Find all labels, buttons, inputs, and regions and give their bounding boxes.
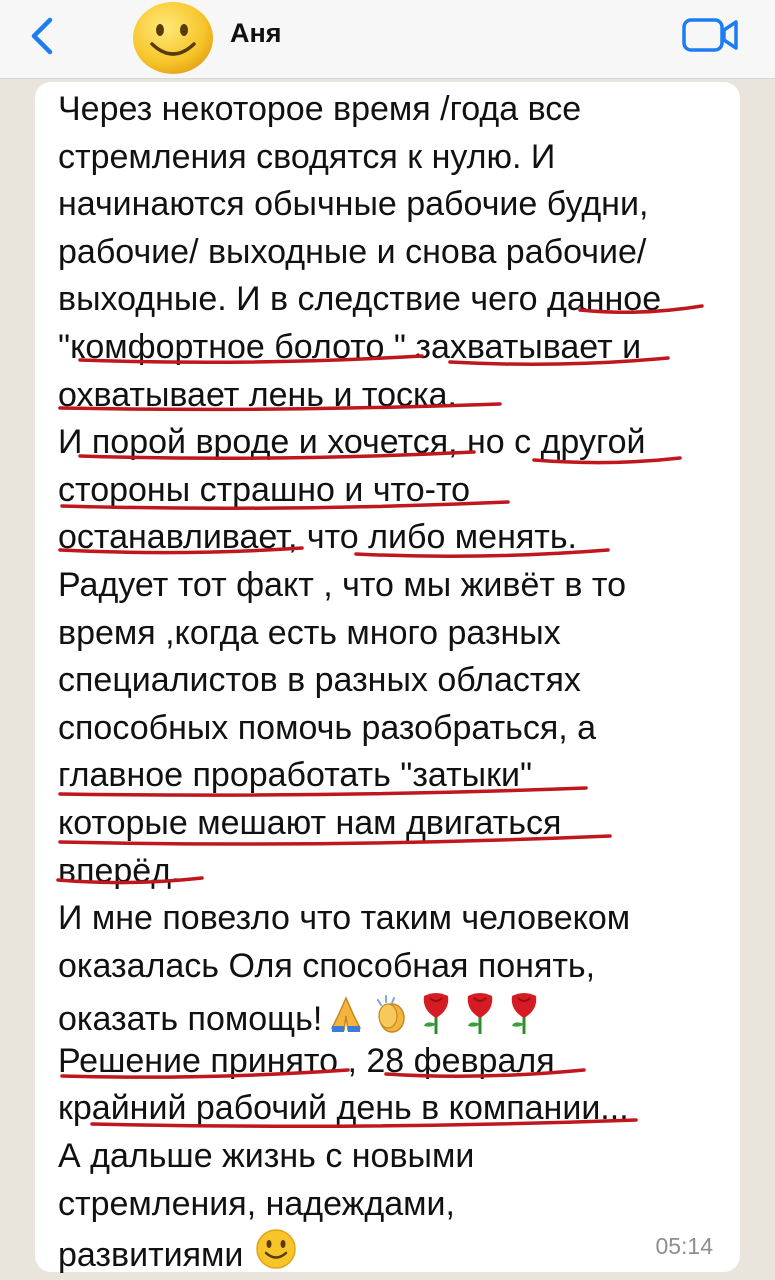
message-line: развитиями (58, 1236, 244, 1275)
message-line: И порой вроде и хочется, но с другой (58, 423, 646, 462)
message-line: стороны страшно и что-то (58, 470, 471, 509)
message-line: специалистов в разных областях (58, 661, 581, 700)
message-timestamp: 05:14 (655, 1233, 713, 1259)
message-line-with-emoji (58, 1228, 728, 1276)
message-line: рабочие/ выходные и снова рабочие/ (58, 232, 647, 271)
message-line: охватывает лень и тоска. (58, 375, 457, 414)
message-line: А дальше жизнь с новыми (58, 1137, 475, 1176)
message-line: останавливает, что либо менять. (58, 518, 577, 557)
message-line: начинаются обычные рабочие будни, (58, 185, 649, 224)
message-line: стремления, надеждами, (58, 1184, 455, 1223)
message-line-with-emoji (58, 990, 728, 1038)
chat-header (0, 0, 775, 79)
message-line: которые мешают нам двигаться (58, 803, 562, 842)
message-line: оказать помощь! (58, 1000, 323, 1039)
clapping-hands-icon (370, 994, 412, 1034)
rose-icon (460, 990, 500, 1034)
message-line: выходные. И в следствие чего данное (58, 280, 662, 319)
message-text (58, 86, 728, 1276)
back-chevron-icon[interactable] (22, 14, 62, 58)
rose-icon (504, 990, 544, 1034)
message-line: Радует тот факт , что мы живёт в то (58, 565, 626, 604)
message-line: вперёд. (58, 851, 181, 890)
smile-emoji-icon (255, 1228, 297, 1270)
contact-name[interactable]: Аня (230, 18, 282, 48)
smiley-avatar-icon[interactable] (132, 2, 214, 74)
praying-hands-icon (326, 994, 366, 1034)
message-line: "комфортное болото " захватывает и (58, 327, 642, 366)
rose-icon (416, 990, 456, 1034)
message-line: главное проработать "затыки" (58, 756, 533, 795)
message-line: способных помочь разобраться, а (58, 708, 597, 747)
message-line: Решение принято , 28 февраля (58, 1041, 555, 1080)
message-line: крайний рабочий день в компании... (58, 1089, 629, 1128)
message-line: И мне повезло что таким человеком (58, 899, 631, 938)
video-call-icon[interactable] (680, 12, 742, 56)
message-line: стремления сводятся к нулю. И (58, 137, 556, 176)
message-line: Через некоторое время /года все (58, 90, 582, 128)
message-line: время ,когда есть много разных (58, 613, 561, 652)
message-line: оказалась Оля способная понять, (58, 946, 596, 985)
